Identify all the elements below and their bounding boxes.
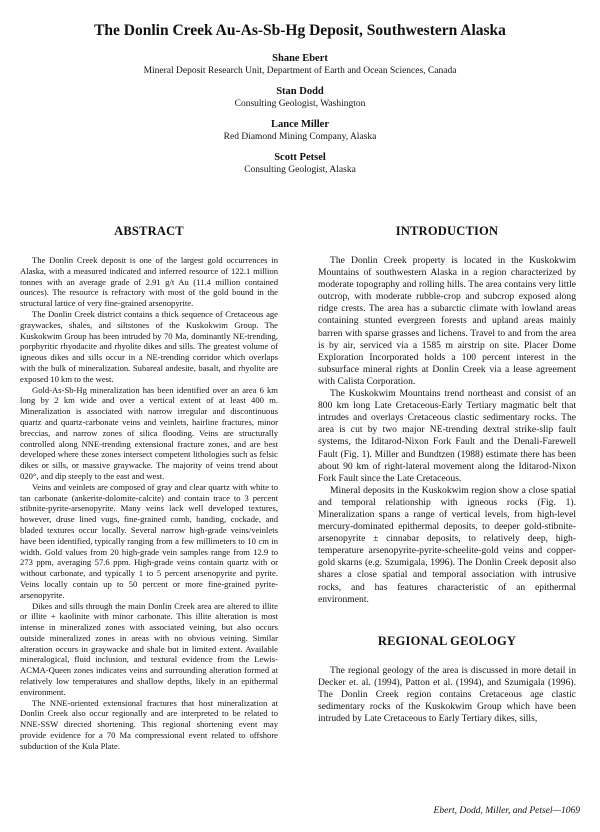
- author-block: [0, 118, 600, 143]
- introduction-paragraph: The Kuskokwim Mountains trend northeast and consist of an 800 km long Late Cretaceous-Early Tertiary magmatic belt that intrudes and overlays Cretaceous clastic sedimentary rocks. The area is cut by two major NE-trending dextral strike-slip fault systems, the Iditarod-Nixon Fork Fault and the Denali-Farewell Fault (Fig. 1). Miller and Bundtzen (1988) estimate there has been about 90 km of right-lateral movement along the Iditarod-Nixon Fork Fault since the Late Cretaceous.: [318, 388, 576, 484]
- abstract-paragraph: The Donlin Creek district contains a thick sequence of Cretaceous age graywackes, shales, and siltstones of the Kuskokwim Group. The Kuskokwim Group has been intruded by 70 Ma, dominantly NE-trending, porphyritic rhyodacite and rhyolite dikes and sills. The greatest volume of igneous dikes and sills occur in a NE-trending corridor which overlaps with the bulk of mineralization. Subareal andesite, basalt, and rhyolite are exposed 10 km to the west.: [20, 308, 278, 384]
- author-name: Lance Miller: [270, 119, 330, 130]
- abstract-heading: ABSTRACT: [114, 224, 184, 238]
- body-column: [318, 224, 576, 725]
- abstract-paragraph: The NNE-oriented extensional fractures that host mineralization at Donlin Creek also occur regionally and are interpreted to be related to NNE-SSW directed shortening. This regional shortening event may provide evidence for a 70 Ma compressional event related to offshore subduction of the Kula Plate.: [20, 697, 278, 751]
- author-block: [0, 85, 600, 110]
- introduction-paragraph: Mineral deposits in the Kuskokwim region show a close spatial and temporal relationship with igneous rocks (Fig. 1). Mineralization spans a range of vertical levels, from high-level mercury-dominated epithermal deposits, to deeper gold-stibnite-arsenopyrite ± cinnabar deposits, to relatively deep, high-temperature arsenopyrite-pyrite-scheelite-gold veins and copper-gold skarns (e.g. Szumigala, 1996). The Donlin Creek deposit also shares a close spatial and temporal association with intrusive rocks, and has features characteristic of an epithermal environment.: [318, 484, 576, 605]
- page-footer: Ebert, Dodd, Miller, and Petsel—1069: [433, 806, 580, 816]
- author-affiliation: Mineral Deposit Research Unit, Department of Earth and Ocean Sciences, Canada: [143, 66, 457, 76]
- author-name: Scott Petsel: [274, 152, 326, 163]
- abstract-paragraph: Gold-As-Sb-Hg mineralization has been identified over an area 6 km long by 2 km wide and over a vertical extent of at least 400 m. Mineralization is associated with narrow irregular and discontinuous quartz and quartz-carbonate veins and veinlets, hairline fractures, minor breccias, and narrow zones of silica flooding. Veins are structurally controlled along NNE-trending extensional fracture zones, and are best developed where these zones intersect competent lithologies such as felsic dikes or sills, or massive graywacke. The majority of veins trend about 020°, and dip steeply to the east and west.: [20, 384, 278, 481]
- author-block: [0, 52, 600, 77]
- regional-geology-paragraph: The regional geology of the area is discussed in more detail in Decker et. al. (1994), Patton et al. (1994), and Szumigala (1996). The Donlin Creek region contains Cretaceous age clastic sedimentary rocks of the Kuskokwim Group which have been intruded by Late Cretaceous to Early Tertiary dikes, sills,: [318, 664, 576, 725]
- paper-title: The Donlin Creek Au-As-Sb-Hg Deposit, Southwestern Alaska: [94, 22, 506, 39]
- author-list: [0, 52, 600, 184]
- regional-geology-heading: REGIONAL GEOLOGY: [377, 633, 517, 648]
- abstract-paragraph: Veins and veinlets are composed of gray and clear quartz with white to tan carbonate (ankerite-dolomite-calcite) and contain trace to 3 percent stibnite-pyrite-arsenopyrite. Many veins lack well developed textures, however, druse lined vugs, fine-grained comb, banding, cockade, and bladed textures occur locally. Several narrow high-grade veins/veinlets have been identified, typically ranging from a few millimeters to 10 cm in width. Gold values from 20 high-grade vein samples range from 12.9 to 273 ppm, averaging 57.6 ppm. High-grade veins contain quartz with or without carbonate, and typically 1 to 5 percent arsenopyrite and pyrite. Veins locally contain up to 50 percent or more fine-grained pyrite-arsenopyrite.: [20, 481, 278, 600]
- abstract-column: [20, 224, 278, 752]
- author-name: Shane Ebert: [272, 53, 328, 64]
- introduction-heading: INTRODUCTION: [395, 224, 499, 238]
- abstract-paragraph: The Donlin Creek deposit is one of the largest gold occurrences in Alaska, with a measured indicated and inferred resource of 122.1 million tonnes with an average grade of 2.91 g/t Au (11.4 million contained ounces). The resource is refractory with most of the gold bound in the structural lattice of very fine-grained arsenopyrite.: [20, 255, 278, 309]
- author-affiliation: Consulting Geologist, Washington: [234, 99, 366, 109]
- author-affiliation: Consulting Geologist, Alaska: [244, 165, 356, 175]
- author-name: Stan Dodd: [276, 86, 324, 97]
- author-block: [0, 151, 600, 176]
- abstract-paragraph: Dikes and sills through the main Donlin Creek area are altered to illite or illite + kaolinite with minor carbonate. This illite alteration is most intense in mineralized zones with associated veining, but also occurs outside mineralized zones in areas with no obvious veining. Similar alteration occurs in graywacke and shale but in limited extent. Available mineralogical, fluid inclusion, and textural evidence from the Lewis-ACMA-Queen zones indicates veins and surrounding alteration formed at relatively low temperatures and shallow depths, likely in an epithermal environment.: [20, 600, 278, 697]
- author-affiliation: Red Diamond Mining Company, Alaska: [223, 132, 377, 142]
- introduction-paragraph: The Donlin Creek property is located in the Kuskokwim Mountains of southwestern Alaska in a region characterized by moderate topography and rolling hills. The area contains very little outcrop, with moderate rubble-crop and subcrop exposed along ridge crests. The area has a subarctic climate with lowland areas containing stunted evergreen forests and upland areas mainly barren with sparse grasses and lichens. Travel to and from the area is by air, serviced via a 1585 m airstrip on site. Placer Dome Exploration Incorporated holds a 100 percent interest in the subsurface mineral rights at Donlin Creek via a lease agreement with Calista Corporation.: [318, 255, 576, 387]
